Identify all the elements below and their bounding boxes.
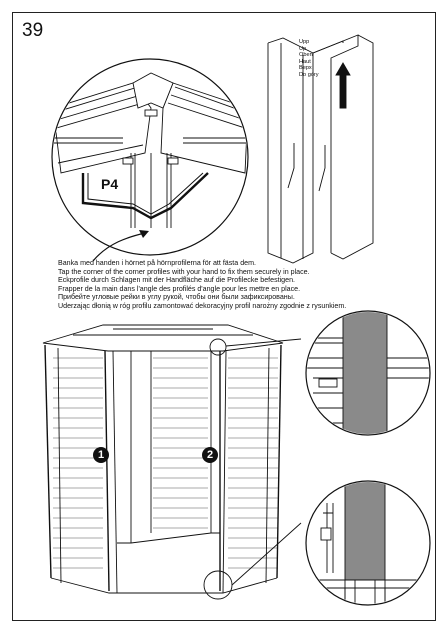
top-joint-detail — [303, 311, 433, 441]
direction-labels — [299, 39, 319, 79]
instruction-de: Eckprofile durch Schlagen mit der Handfläche auf die Profilecke befestigen. — [58, 276, 295, 285]
direction-label: Верх — [299, 65, 312, 72]
direction-label: Haut — [299, 58, 311, 65]
direction-label: Up — [299, 45, 307, 52]
direction-label: Upp — [299, 39, 310, 45]
marker-2: 2 — [202, 447, 218, 463]
corner-profile-detail — [268, 35, 373, 263]
instruction-en: Tap the corner of the corner profiles with your hand to fix them securely in place. — [58, 267, 310, 276]
direction-label: Oben — [299, 52, 313, 59]
instruction-sv: Banka med handen i hörnet på hörnprofilerna för att fästa dem. — [58, 259, 256, 267]
greenhouse-structure — [43, 325, 301, 599]
instruction-text — [58, 259, 358, 311]
part-label-p4: P4 — [101, 176, 119, 192]
direction-label: Do góry — [299, 71, 319, 78]
instruction-ru: Прибейте угловые рейки в углу рукой, чтобы они были зафиксированы. — [58, 293, 295, 302]
instruction-fr: Frapper de la main dans l'angle des profilés d'angle pour les mettre en place. — [58, 284, 301, 293]
instruction-page — [12, 12, 436, 621]
corner-detail-circle — [52, 59, 248, 255]
step-number: 39 — [22, 20, 44, 41]
assembly-illustration — [13, 13, 435, 620]
marker-1: 1 — [93, 447, 109, 463]
instruction-pl: Uderzając dłonią w róg profilu zamontować dekoracyjny profil narożny zgodnie z rysunkiem. — [58, 301, 347, 310]
bottom-joint-detail — [303, 478, 433, 613]
